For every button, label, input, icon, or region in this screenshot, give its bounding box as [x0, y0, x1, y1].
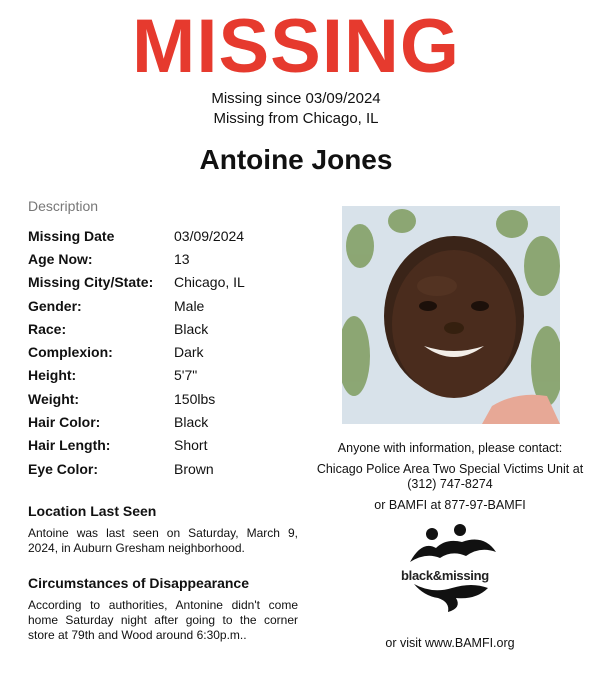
black-and-missing-logo	[392, 522, 512, 614]
person-name: Antoine Jones	[199, 144, 393, 175]
detail-row	[28, 224, 328, 247]
detail-key: Missing City/State:	[28, 274, 154, 291]
detail-value: 13	[174, 250, 190, 267]
detail-row	[28, 364, 328, 387]
detail-key: Age Now:	[28, 250, 93, 267]
detail-value: 03/09/2024	[174, 227, 245, 244]
detail-row	[28, 294, 328, 317]
detail-value: Male	[174, 297, 205, 314]
detail-key: Eye Color:	[28, 460, 99, 477]
detail-key: Height:	[28, 367, 77, 384]
detail-row	[28, 340, 328, 363]
detail-key: Hair Length:	[28, 437, 111, 454]
contact-bamfi: or BAMFI at 877-97-BAMFI	[374, 498, 526, 512]
detail-value: Short	[174, 437, 208, 454]
location-text: Antoine was last seen on Saturday, March 9, 2024, in Auburn Gresham neighborhood.	[28, 526, 298, 555]
detail-key: Race:	[28, 320, 67, 337]
detail-value: Black	[174, 414, 209, 431]
circumstances-text: According to authorities, Antonine didn't come home Saturday night after going to the corner store at 79th and Wood around 6:30p.m..	[28, 598, 298, 642]
contact-intro: Anyone with information, please contact:	[337, 441, 563, 455]
detail-row	[28, 247, 328, 270]
detail-key: Weight:	[28, 390, 80, 407]
circumstances-heading: Circumstances of Disappearance	[28, 575, 249, 591]
person-photo	[342, 206, 560, 424]
detail-row	[28, 387, 328, 410]
detail-key: Complexion:	[28, 344, 113, 361]
details-table	[28, 224, 328, 480]
detail-key: Gender:	[28, 297, 82, 314]
detail-value: 150lbs	[174, 390, 216, 407]
missing-from: Missing from Chicago, IL	[213, 110, 379, 127]
description-label: Description	[28, 198, 99, 214]
poster-title: MISSING	[132, 4, 460, 89]
detail-row	[28, 410, 328, 433]
detail-value: 5'7"	[174, 367, 198, 384]
detail-row	[28, 457, 328, 480]
person-photo-illustration	[342, 206, 560, 424]
detail-value: Chicago, IL	[174, 274, 245, 291]
missing-since: Missing since 03/09/2024	[211, 90, 381, 107]
logo-text: black&missing	[401, 568, 489, 583]
detail-key: Hair Color:	[28, 414, 101, 431]
detail-value: Dark	[174, 344, 204, 361]
location-heading: Location Last Seen	[28, 503, 157, 519]
detail-row	[28, 271, 328, 294]
detail-key: Missing Date	[28, 227, 115, 244]
contact-agency: Chicago Police Area Two Special Victims Unit at (312) 747-8274	[316, 462, 584, 491]
visit-website: or visit www.BAMFI.org	[385, 636, 515, 650]
detail-value: Brown	[174, 460, 214, 477]
detail-row	[28, 317, 328, 340]
detail-value: Black	[174, 320, 209, 337]
detail-row	[28, 434, 328, 457]
